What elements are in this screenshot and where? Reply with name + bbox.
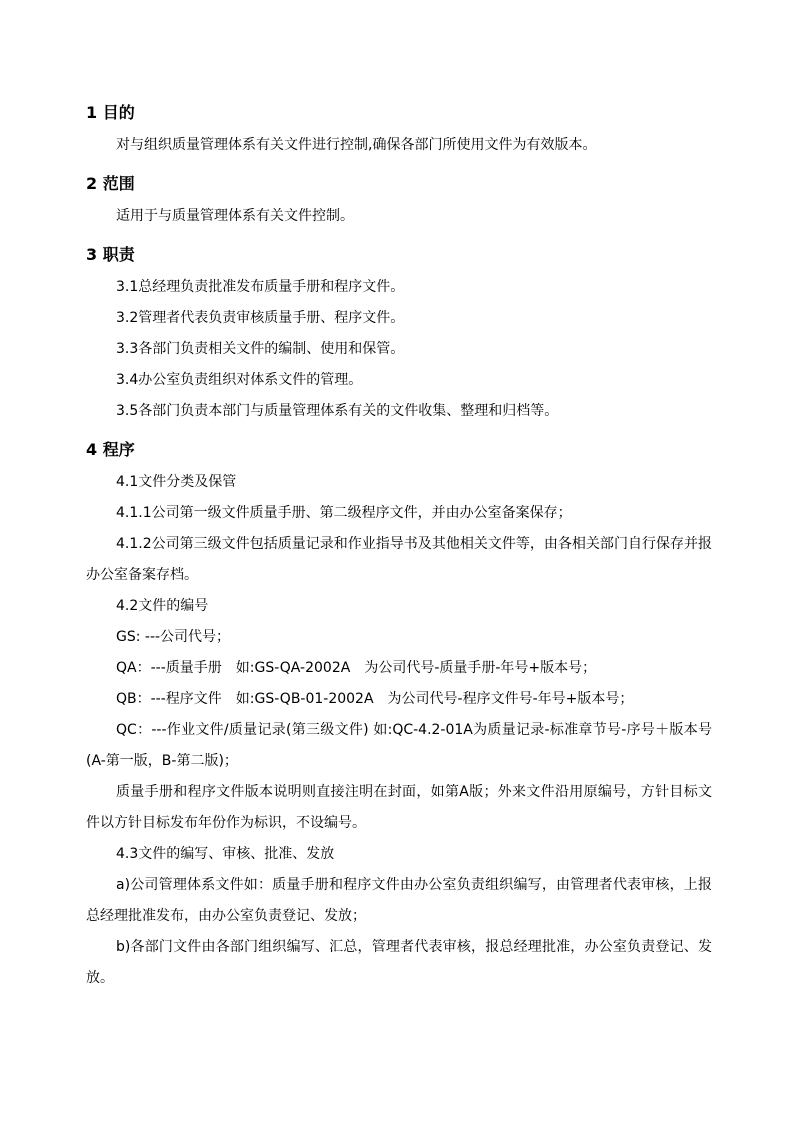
paragraph: 4.2文件的编号 — [116, 598, 209, 614]
paragraph: 适用于与质量管理体系有关文件控制。 — [116, 208, 354, 224]
paragraph: 4.3文件的编写、审核、批准、发放 — [116, 846, 335, 862]
paragraph: 对与组织质量管理体系有关文件进行控制,确保各部门所使用文件为有效版本。 — [116, 137, 597, 153]
paragraph: a)公司管理体系文件如：质量手册和程序文件由办公室负责组织编写，由管理者代表审核，上报总经理批准发布，由办公室负责登记、发放； — [86, 877, 712, 924]
paragraph: 3.3各部门负责相关文件的编制、使用和保管。 — [116, 341, 405, 357]
paragraph: 4.1.2公司第三级文件包括质量记录和作业指导书及其他相关文件等，由各相关部门自行保存并报办公室备案存档。 — [86, 536, 712, 583]
paragraph: QC：---作业文件/质量记录(第三级文件) 如:QC-4.2-01A为质量记录-标准章节号-序号＋版本号 (A-第一版，B-第二版)； — [86, 722, 712, 769]
paragraph: 3.1总经理负责批准发布质量手册和程序文件。 — [116, 279, 405, 295]
paragraph: 3.5各部门负责本部门与质量管理体系有关的文件收集、整理和归档等。 — [116, 403, 559, 419]
paragraph: GS: ---公司代号； — [116, 629, 231, 645]
paragraph: 3.2管理者代表负责审核质量手册、程序文件。 — [116, 310, 405, 326]
paragraph: b)各部门文件由各部门组织编写、汇总，管理者代表审核，报总经理批准，办公室负责登记、发放。 — [86, 939, 712, 986]
paragraph: 4.1.1公司第一级文件质量手册、第二级程序文件，并由办公室备案保存； — [116, 505, 572, 521]
paragraph: QB：---程序文件 如:GS-QB-01-2002A 为公司代号-程序文件号-年号+版本号； — [116, 691, 634, 707]
section-heading-responsibilities: 3 职责 — [86, 245, 135, 264]
document-body — [86, 98, 712, 994]
section-heading-procedure: 4 程序 — [86, 440, 135, 459]
paragraph: 4.1文件分类及保管 — [116, 474, 237, 490]
paragraph: QA：---质量手册 如:GS-QA-2002A 为公司代号-质量手册-年号+版本号； — [116, 660, 597, 676]
paragraph: 质量手册和程序文件版本说明则直接注明在封面，如第A版；外来文件沿用原编号，方针目标文件以方针目标发布年份作为标识，不设编号。 — [86, 784, 712, 831]
section-heading-purpose: 1 目的 — [86, 103, 135, 122]
section-heading-scope: 2 范围 — [86, 174, 135, 193]
paragraph: 3.4办公室负责组织对体系文件的管理。 — [116, 372, 363, 388]
